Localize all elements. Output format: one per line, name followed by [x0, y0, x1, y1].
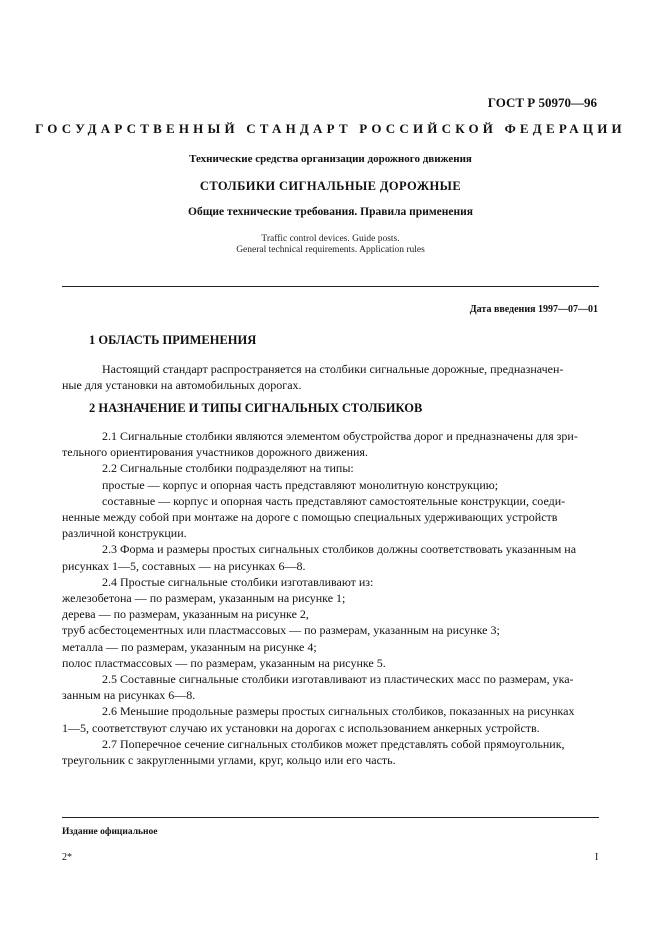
document-subtitle: Общие технические требования. Правила применения — [188, 206, 473, 218]
section-1-heading: 1 ОБЛАСТЬ ПРИМЕНЕНИЯ — [89, 333, 257, 347]
introduction-date: Дата введения 1997—07—01 — [469, 304, 598, 315]
text-line: ненные между собой при монтаже на дороге с помощью специальных удерживающих устройств — [62, 510, 558, 525]
header-divider — [62, 286, 599, 287]
official-edition-label: Издание официальное — [62, 827, 158, 837]
text-line: треугольник с закругленными углами, круг, кольцо или его часть. — [62, 753, 396, 768]
english-title-line-2: General technical requirements. Application rules — [236, 245, 425, 255]
text-line: 2.2 Сигнальные столбики подразделяют на типы: — [102, 461, 354, 476]
state-standard-title: ГОСУДАРСТВЕННЫЙ СТАНДАРТ РОССИЙСКОЙ ФЕДЕРАЦИИ — [35, 121, 626, 136]
text-line: полос пластмассовых — по размерам, указанным на рисунке 5. — [62, 655, 386, 670]
text-line: 1—5, соответствуют случаю их установки на дорогах с использованием анкерных устройств. — [62, 720, 540, 735]
footer-divider — [62, 817, 599, 818]
text-line: 2.4 Простые сигнальные столбики изготавливают из: — [102, 574, 374, 589]
english-title-line-1: Traffic control devices. Guide posts. — [261, 234, 400, 244]
text-line: 2.1 Сигнальные столбики являются элементом обустройства дорог и предназначены для зри- — [102, 429, 578, 443]
text-line: дерева — по размерам, указанным на рисунке 2, — [62, 607, 309, 622]
text-line: ные для установки на автомобильных дорогах. — [62, 378, 302, 393]
section-2-body — [62, 428, 599, 768]
text-line: 2.5 Составные сигнальные столбики изготавливают из пластических масс по размерам, ука- — [102, 672, 574, 687]
text-line: тельного ориентирования участников дорожного движения. — [62, 445, 368, 460]
text-line: металла — по размерам, указанным на рисунке 4; — [62, 639, 317, 654]
page-number: I — [595, 852, 599, 863]
text-line: составные — корпус и опорная часть представляют самостоятельные конструкции, соеди- — [102, 493, 566, 508]
text-line: Настоящий стандарт распространяется на столбики сигнальные дорожные, предназначен- — [102, 362, 564, 376]
text-line: 2.6 Меньшие продольные размеры простых сигнальных столбиков, показанных на рисунках — [102, 704, 575, 719]
text-line: 2.7 Поперечное сечение сигнальных столбиков может представлять собой прямоугольник, — [102, 736, 565, 751]
text-line: рисунках 1—5, составных — на рисунках 6—8. — [62, 558, 306, 573]
document-title: СТОЛБИКИ СИГНАЛЬНЫЕ ДОРОЖНЫЕ — [199, 179, 462, 193]
page-marker-left: 2* — [62, 852, 72, 863]
section-1-body — [62, 361, 599, 393]
text-line: различной конструкции. — [62, 526, 187, 541]
standard-code: ГОСТ Р 50970—96 — [487, 95, 597, 110]
text-line: простые — корпус и опорная часть представляют монолитную конструкцию; — [102, 477, 499, 492]
text-line: труб асбестоцементных или пластмассовых — по размерам, указанным на рисунке 3; — [62, 623, 500, 638]
text-line: железобетона — по размерам, указанным на рисунке 1; — [62, 591, 346, 606]
section-2-heading: 2 НАЗНАЧЕНИЕ И ТИПЫ СИГНАЛЬНЫХ СТОЛБИКОВ — [89, 401, 423, 415]
subject-subtitle: Технические средства организации дорожного движения — [189, 153, 472, 165]
text-line: 2.3 Форма и размеры простых сигнальных столбиков должны соответствовать указанным на — [102, 542, 577, 557]
text-line: занным на рисунках 6—8. — [62, 688, 196, 703]
